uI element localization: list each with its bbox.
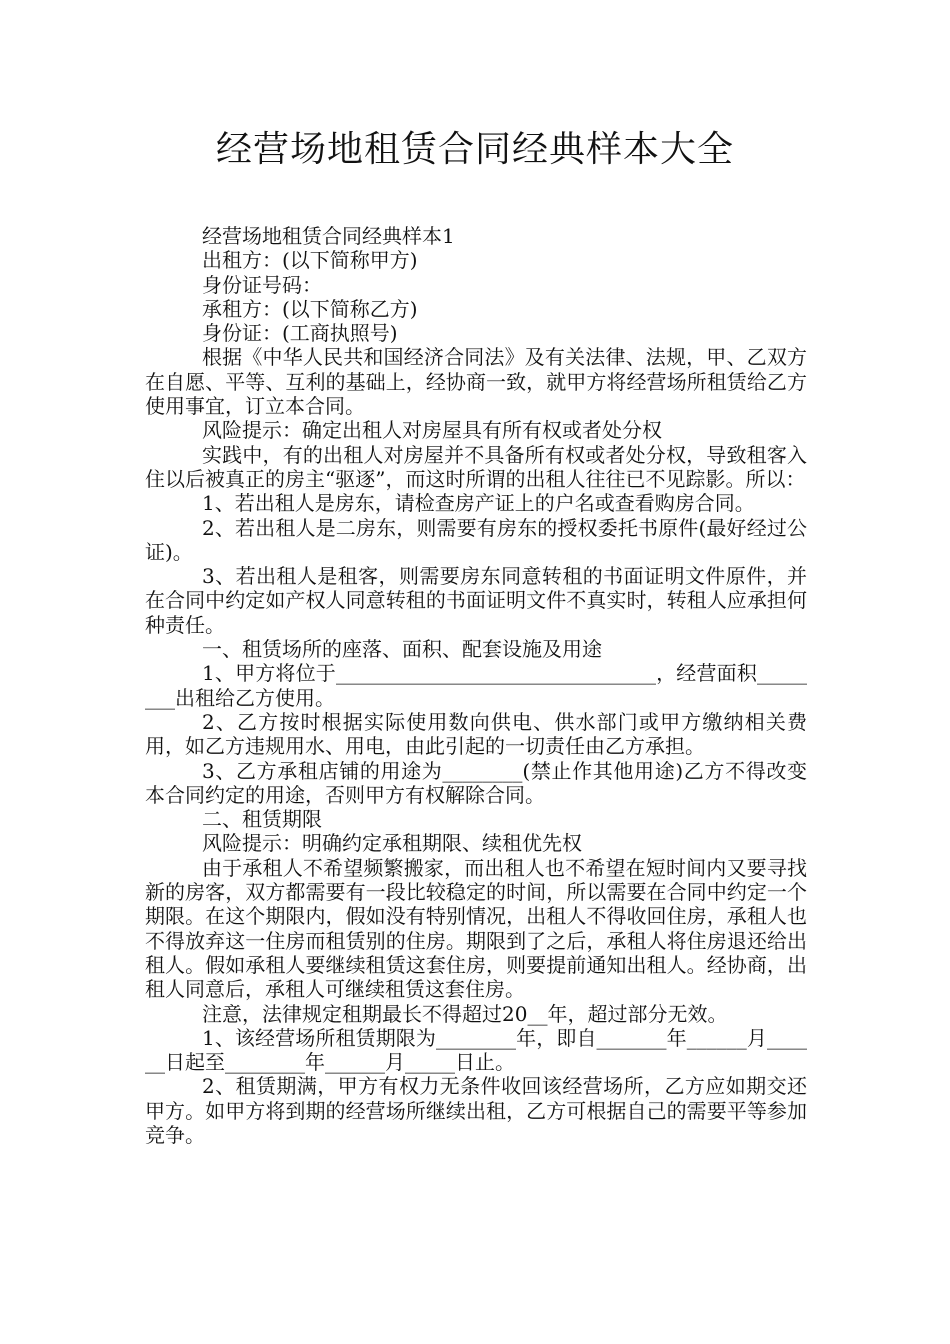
section-heading-premises: 一、租赁场所的座落、面积、配套设施及用途 xyxy=(202,637,602,662)
paragraph-item-tenant: 3、若出租人是租客，则需要房东同意转租的书面证明文件原件，并在合同中约定如产权人同意转租的书面证明文件不真实时，转租人应承担何种责任。 xyxy=(145,564,807,637)
paragraph-risk-tip-1: 风险提示：确定出租人对房屋具有所有权或者处分权 xyxy=(202,418,662,443)
paragraph-item-landlord: 1、若出租人是房东，请检查房产证上的户名或查看购房合同。 xyxy=(202,491,755,516)
paragraph-lessor: 出租方：(以下简称甲方) xyxy=(202,248,418,273)
paragraph-clause-expiry: 2、租赁期满，甲方有权力无条件收回该经营场所，乙方应如期交还甲方。如甲方将到期的经营场所继续出租，乙方可根据自己的需要平等参加竞争。 xyxy=(145,1074,807,1147)
paragraph-lessor-id: 身份证号码： xyxy=(202,272,322,297)
paragraph-sample-heading: 经营场地租赁合同经典样本1 xyxy=(202,224,455,248)
paragraph-practice: 实践中，有的出租人对房屋并不具备所有权或者处分权，导致租客入住以后被真正的房主“驱逐”，而这时所谓的出租人往往已不见踪影。所以： xyxy=(145,442,807,491)
document-title: 经营场地租赁合同经典样本大全 xyxy=(215,129,734,170)
paragraph-risk-tip-2: 风险提示：明确约定承租期限、续租优先权 xyxy=(202,831,582,856)
paragraph-lessee-id: 身份证：(工商执照号) xyxy=(202,321,398,346)
paragraph-lessee: 承租方：(以下简称乙方) xyxy=(202,296,418,321)
paragraph-preamble: 根据《中华人民共和国经济合同法》及有关法律、法规，甲、乙双方在自愿、平等、互利的基础上，经协商一致，就甲方将经营场所租赁给乙方使用事宜，订立本合同。 xyxy=(145,345,807,419)
document-body xyxy=(145,224,807,1147)
section-heading-term: 二、租赁期限 xyxy=(202,807,322,832)
paragraph-clause-usage: 3、乙方承租店铺的用途为________(禁止作其他用途)乙方不得改变本合同约定的用途，否则甲方有权解除合同。 xyxy=(145,758,807,807)
paragraph-clause-location: 1、甲方将位于________________________________，经营面积________出租给乙方使用。 xyxy=(145,661,807,710)
paragraph-clause-utilities: 2、乙方按时根据实际使用数向供电、供水部门或甲方缴纳相关费用，如乙方违规用水、用电，由此引起的一切责任由乙方承担。 xyxy=(145,709,807,759)
paragraph-term-explanation: 由于承租人不希望频繁搬家，而出租人也不希望在短时间内又要寻找新的房客，双方都需要有一段比较稳定的时间，所以需要在合同中约定一个期限。在这个期限内，假如没有特别情况，出租人不得收回住房，承租人也不得放弃这一住房而租赁别的住房。期限到了之后，承租人将住房退还给出租人。假如承租人要继续租赁这套住房，则要提前通知出租人。经协商，出租人同意后，承租人可继续租赁这套住房。 xyxy=(145,855,807,1002)
paragraph-item-sublandlord: 2、若出租人是二房东，则需要有房东的授权委托书原件(最好经过公证)。 xyxy=(145,515,807,564)
paragraph-clause-term-dates: 1、该经营场所租赁期限为________年，即自_______年______月______日起至________年______月_____日止。 xyxy=(145,1025,807,1075)
paragraph-term-note: 注意，法律规定租期最长不得超过20__年，超过部分无效。 xyxy=(202,1001,728,1026)
